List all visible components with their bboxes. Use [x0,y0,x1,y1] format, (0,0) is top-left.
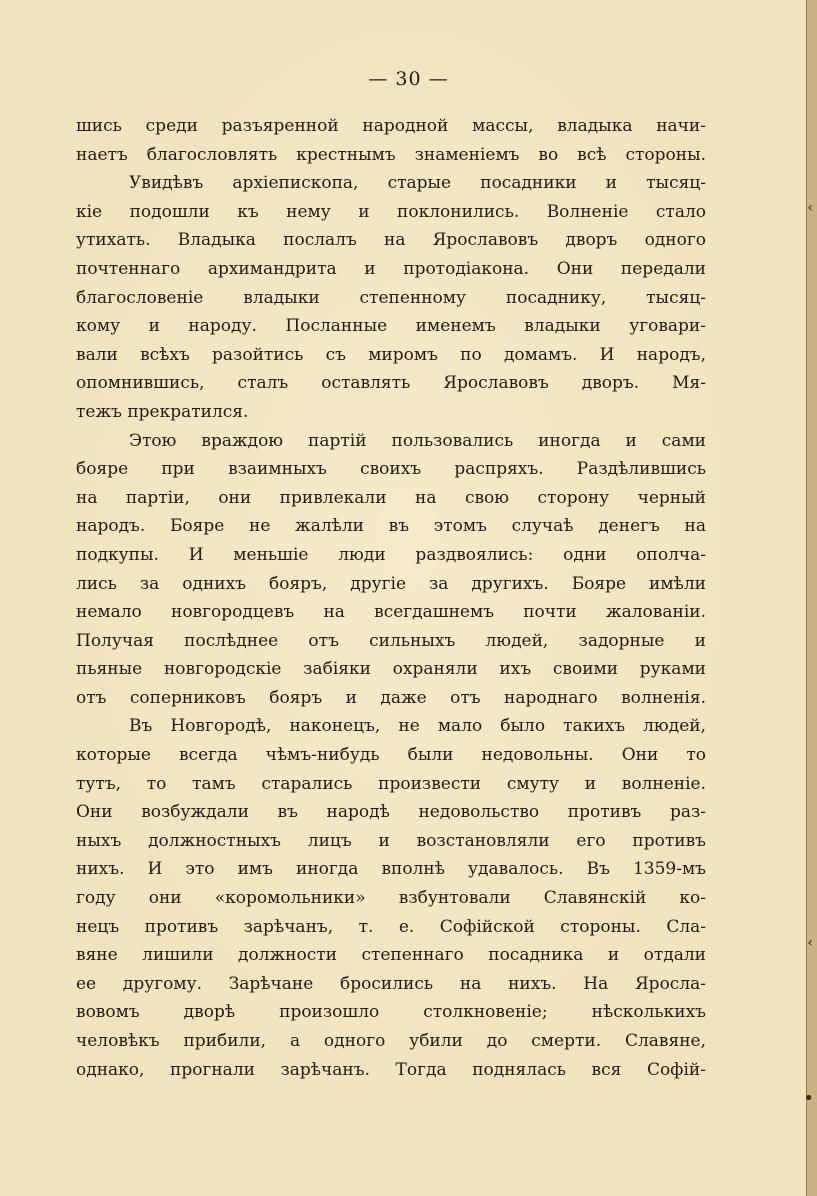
text-line: опомнившись, сталъ оставлять Ярославовъ дворъ. Мя- [76,373,706,394]
text-line: Получая послѣднее отъ сильныхъ людей, задорные и [76,630,706,651]
text-line: пьяные новгородскіе забіяки охраняли ихъ своими руками [76,659,706,680]
text-line: тутъ, то тамъ старались произвести смуту и волненіе. [76,773,706,794]
text-line: шись среди разъяренной народной массы, владыка начи- [76,116,706,136]
text-line: на партіи, они привлекали на свою сторону черный [76,487,706,508]
page-edge [806,0,817,1196]
text-line: вовомъ дворѣ произошло столкновеніе; нѣсколькихъ [76,1002,706,1023]
text-line: однако, прогнали зарѣчанъ. Тогда поднялась вся Софій- [76,1059,706,1080]
text-line: Увидѣвъ архіепископа, старые посадники и тысяц- [129,173,706,194]
text-line: вяне лишили должности степеннаго посадника и отдали [76,945,706,966]
text-line: человѣкъ прибили, а одного убили до смерти. Славяне, [76,1031,706,1051]
margin-mark: • [803,1088,814,1109]
text-line: кому и народу. Посланные именемъ владыки уговари- [76,316,706,337]
text-line: бояре при взаимныхъ своихъ распряхъ. Раздѣлившись [76,459,706,480]
page-number: — 30 — [368,68,449,90]
text-line: году они «коромольники» взбунтовали Славянскій ко- [76,888,706,909]
text-line: наетъ благословлять крестнымъ знаменіемъ во всѣ стороны. [76,144,706,165]
text-line: Они возбуждали въ народѣ недовольство противъ раз- [76,802,706,823]
margin-mark: ‹ [807,935,813,951]
text-line: благословеніе владыки степенному посаднику, тысяц- [76,287,706,308]
text-line: народъ. Бояре не жалѣли въ этомъ случаѣ денегъ на [76,516,706,537]
text-line: кіе подошли къ нему и поклонились. Волненіе стало [76,201,706,222]
text-line: которые всегда чѣмъ-нибудь были недовольны. Они то [76,745,706,766]
text-line: ее другому. Зарѣчане бросились на нихъ. На Яросла- [76,973,706,994]
body-text [76,112,706,1084]
text-line: почтеннаго архимандрита и протодіакона. Они передали [76,258,706,279]
text-line: нецъ противъ зарѣчанъ, т. е. Софійской стороны. Сла- [76,916,706,937]
text-line: Въ Новгородѣ, наконецъ, не мало было такихъ людей, [129,716,706,737]
text-line: немало новгородцевъ на всегдашнемъ почти жалованіи. [76,602,706,623]
text-line: подкупы. И меньшіе люди раздвоялись: одни ополча- [76,544,706,565]
text-line: вали всѣхъ разойтись съ миромъ по домамъ. И народъ, [76,344,706,365]
text-line: нихъ. И это имъ иногда вполнѣ удавалось. Въ 1359-мъ [76,859,706,880]
text-line: ныхъ должностныхъ лицъ и возстановляли его противъ [76,830,706,851]
text-line: утихать. Владыка послалъ на Ярославовъ дворъ одного [76,230,706,251]
text-line: лись за однихъ бояръ, другіе за другихъ. Бояре имѣли [76,573,706,594]
margin-mark: ‹ [807,200,813,216]
text-line: отъ соперниковъ бояръ и даже отъ народнаго волненія. [76,687,706,708]
text-line: Этою враждою партій пользовались иногда и сами [129,430,706,451]
text-line: тежъ прекратился. [76,401,249,422]
